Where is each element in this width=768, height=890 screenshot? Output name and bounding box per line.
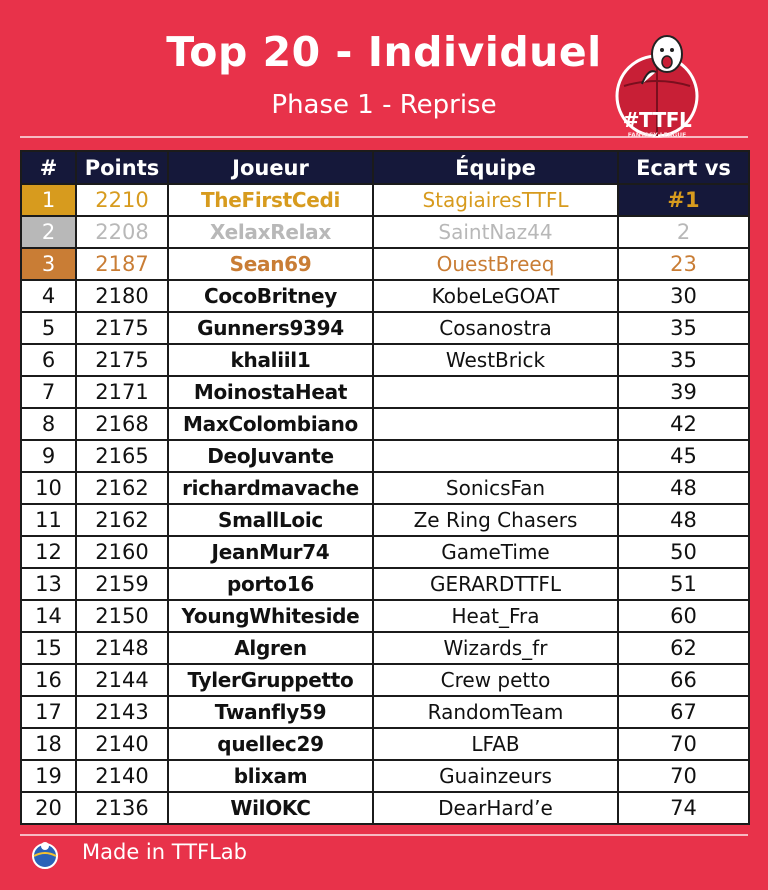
gap-cell: 35 (618, 344, 749, 376)
team-cell: DearHard’e (373, 792, 618, 824)
player-cell: MaxColombiano (168, 408, 373, 440)
player-cell: TylerGruppetto (168, 664, 373, 696)
rank-cell: 13 (21, 568, 76, 600)
player-cell: Twanfly59 (168, 696, 373, 728)
gap-cell: 30 (618, 280, 749, 312)
player-cell: quellec29 (168, 728, 373, 760)
player-cell: XelaxRelax (168, 216, 373, 248)
gap-cell: 48 (618, 504, 749, 536)
player-cell: porto16 (168, 568, 373, 600)
table-row (21, 568, 749, 600)
gap-cell: 67 (618, 696, 749, 728)
table-row (21, 216, 749, 248)
team-cell: Heat_Fra (373, 600, 618, 632)
team-cell: RandomTeam (373, 696, 618, 728)
rank-cell: 4 (21, 280, 76, 312)
gap-cell: 66 (618, 664, 749, 696)
team-cell (373, 440, 618, 472)
rank-cell: 2 (21, 216, 76, 248)
team-cell: Crew petto (373, 664, 618, 696)
team-cell (373, 408, 618, 440)
gap-cell: 35 (618, 312, 749, 344)
column-header-points: Points (76, 151, 168, 184)
gap-cell: 74 (618, 792, 749, 824)
rank-cell: 8 (21, 408, 76, 440)
ranking-table-grid (20, 150, 750, 825)
page-subtitle: Phase 1 - Reprise (271, 90, 497, 120)
points-cell: 2175 (76, 312, 168, 344)
team-cell (373, 376, 618, 408)
table-row (21, 472, 749, 504)
player-cell: TheFirstCedi (168, 184, 373, 216)
rank-cell: 20 (21, 792, 76, 824)
table-row (21, 536, 749, 568)
team-cell: Guainzeurs (373, 760, 618, 792)
ttflab-logo-icon (30, 840, 60, 870)
player-cell: Algren (168, 632, 373, 664)
table-row (21, 664, 749, 696)
rank-cell: 9 (21, 440, 76, 472)
player-cell: JeanMur74 (168, 536, 373, 568)
points-cell: 2171 (76, 376, 168, 408)
gap-cell: 70 (618, 728, 749, 760)
column-header-gap: Ecart vs (618, 151, 749, 184)
rank-cell: 15 (21, 632, 76, 664)
rank-cell: 14 (21, 600, 76, 632)
team-cell: Cosanostra (373, 312, 618, 344)
table-row (21, 440, 749, 472)
player-cell: SmallLoic (168, 504, 373, 536)
player-cell: DeoJuvante (168, 440, 373, 472)
table-row (21, 408, 749, 440)
gap-cell: 23 (618, 248, 749, 280)
points-cell: 2168 (76, 408, 168, 440)
team-cell: KobeLeGOAT (373, 280, 618, 312)
team-cell: GameTime (373, 536, 618, 568)
player-cell: MoinostaHeat (168, 376, 373, 408)
table-row (21, 280, 749, 312)
rank-cell: 3 (21, 248, 76, 280)
team-cell: SaintNaz44 (373, 216, 618, 248)
points-cell: 2150 (76, 600, 168, 632)
team-cell: Ze Ring Chasers (373, 504, 618, 536)
gap-reference-cell: #1 (618, 184, 749, 216)
points-cell: 2136 (76, 792, 168, 824)
gap-cell: 2 (618, 216, 749, 248)
table-header-row (21, 151, 749, 184)
table-row (21, 792, 749, 824)
header (20, 20, 748, 138)
rank-cell: 19 (21, 760, 76, 792)
table-row (21, 248, 749, 280)
rank-cell: 16 (21, 664, 76, 696)
table-row (21, 632, 749, 664)
table-row (21, 312, 749, 344)
gap-cell: 45 (618, 440, 749, 472)
player-cell: khaliil1 (168, 344, 373, 376)
points-cell: 2159 (76, 568, 168, 600)
gap-cell: 50 (618, 536, 749, 568)
gap-cell: 42 (618, 408, 749, 440)
player-cell: blixam (168, 760, 373, 792)
points-cell: 2144 (76, 664, 168, 696)
gap-cell: 70 (618, 760, 749, 792)
points-cell: 2210 (76, 184, 168, 216)
gap-cell: 62 (618, 632, 749, 664)
footer-text: Made in TTFLab (82, 840, 247, 864)
table-row (21, 760, 749, 792)
column-header-team: Équipe (373, 151, 618, 184)
logo-text: #TTFL (622, 108, 692, 132)
rank-cell: 11 (21, 504, 76, 536)
table-row (21, 376, 749, 408)
player-cell: CocoBritney (168, 280, 373, 312)
gap-cell: 51 (618, 568, 749, 600)
footer (20, 834, 748, 870)
gap-cell: 60 (618, 600, 749, 632)
player-cell: WilOKC (168, 792, 373, 824)
table-row (21, 184, 749, 216)
player-cell: richardmavache (168, 472, 373, 504)
player-cell: Sean69 (168, 248, 373, 280)
table-row (21, 728, 749, 760)
points-cell: 2140 (76, 728, 168, 760)
column-header-player: Joueur (168, 151, 373, 184)
rank-cell: 17 (21, 696, 76, 728)
points-cell: 2175 (76, 344, 168, 376)
gap-cell: 48 (618, 472, 749, 504)
points-cell: 2165 (76, 440, 168, 472)
points-cell: 2162 (76, 504, 168, 536)
table-row (21, 600, 749, 632)
table-row (21, 696, 749, 728)
team-cell: Wizards_fr (373, 632, 618, 664)
points-cell: 2140 (76, 760, 168, 792)
ttfl-logo (612, 32, 702, 144)
team-cell: GERARDTTFL (373, 568, 618, 600)
points-cell: 2160 (76, 536, 168, 568)
logo-subtext: FANTASY LEAGUE (627, 132, 687, 139)
rank-cell: 12 (21, 536, 76, 568)
team-cell: StagiairesTTFL (373, 184, 618, 216)
gap-cell: 39 (618, 376, 749, 408)
points-cell: 2148 (76, 632, 168, 664)
points-cell: 2180 (76, 280, 168, 312)
points-cell: 2208 (76, 216, 168, 248)
points-cell: 2187 (76, 248, 168, 280)
table-row (21, 344, 749, 376)
ranking-table (20, 150, 748, 824)
page-title: Top 20 - Individuel (166, 28, 602, 76)
table-row (21, 504, 749, 536)
column-header-rank: # (21, 151, 76, 184)
rank-cell: 7 (21, 376, 76, 408)
team-cell: LFAB (373, 728, 618, 760)
rank-cell: 10 (21, 472, 76, 504)
rank-cell: 5 (21, 312, 76, 344)
player-cell: YoungWhiteside (168, 600, 373, 632)
rank-cell: 1 (21, 184, 76, 216)
team-cell: OuestBreeq (373, 248, 618, 280)
rank-cell: 18 (21, 728, 76, 760)
points-cell: 2143 (76, 696, 168, 728)
rank-cell: 6 (21, 344, 76, 376)
player-cell: Gunners9394 (168, 312, 373, 344)
points-cell: 2162 (76, 472, 168, 504)
team-cell: WestBrick (373, 344, 618, 376)
team-cell: SonicsFan (373, 472, 618, 504)
